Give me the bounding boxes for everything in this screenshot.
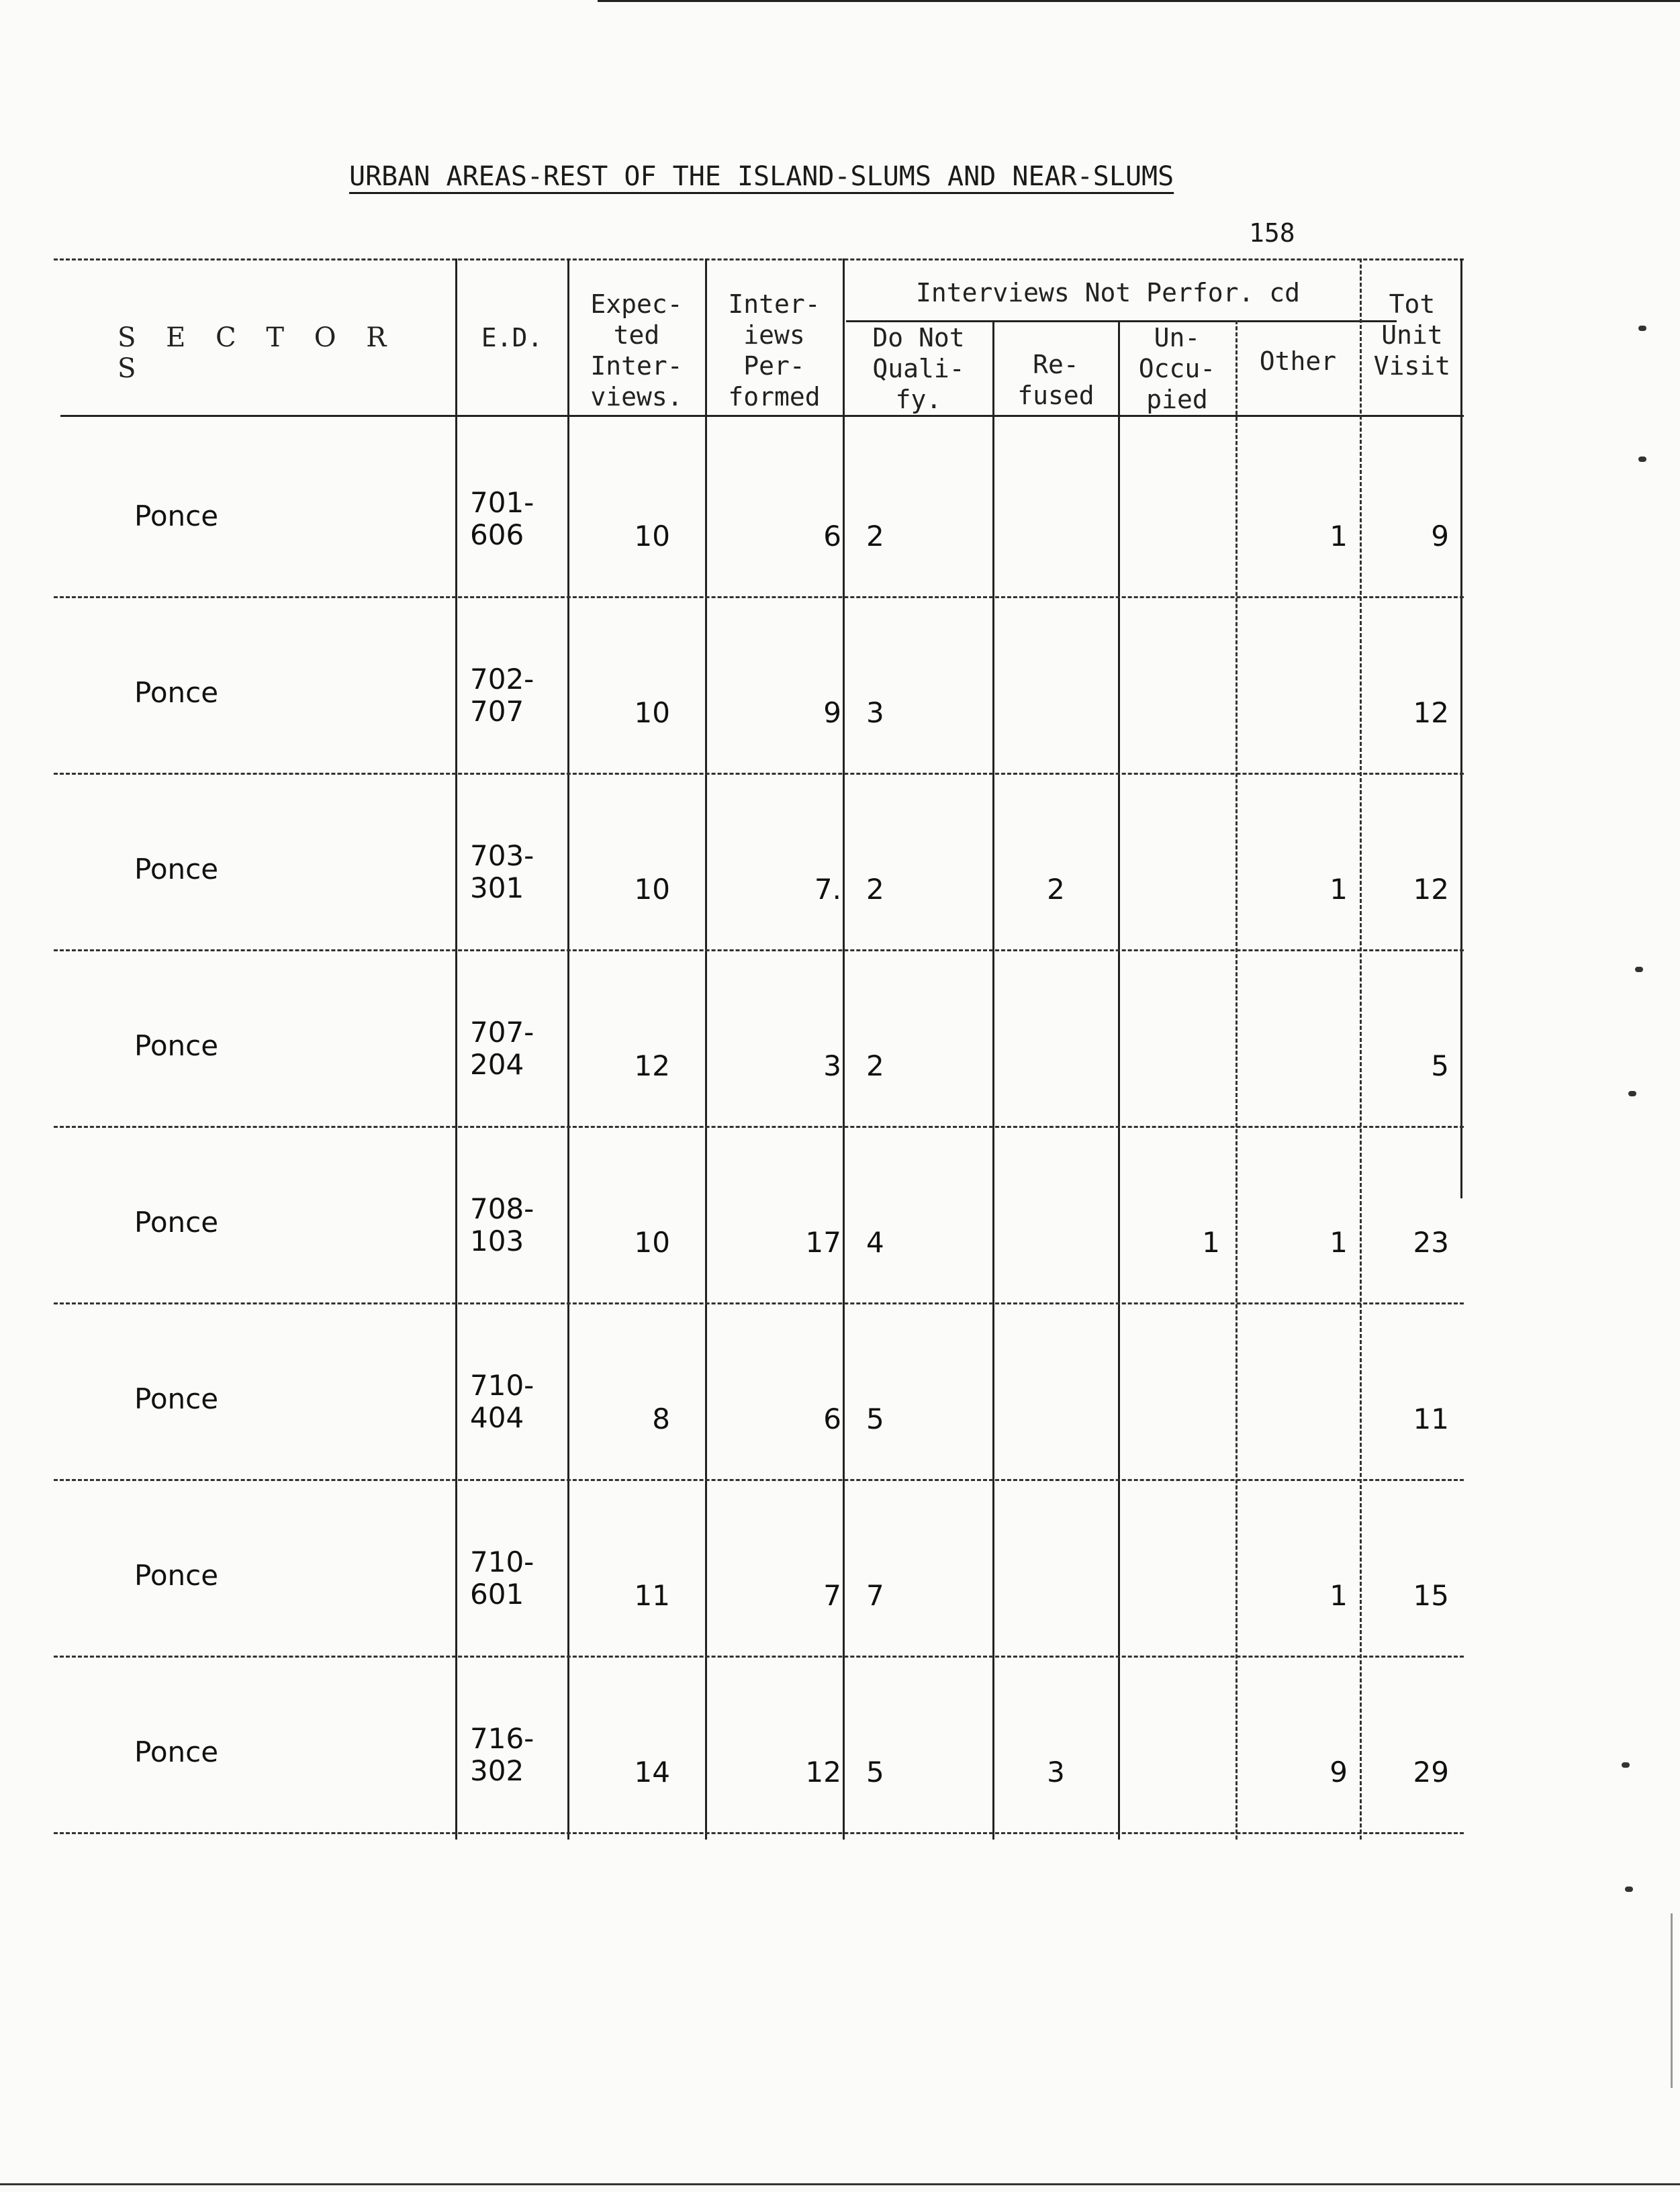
cell-ed: 708- 103 <box>470 1192 534 1257</box>
cell-expected: 10 <box>634 1226 670 1259</box>
page-number: 158 <box>1249 218 1295 248</box>
cell-performed: 6 <box>823 1402 841 1435</box>
header-total-units-visited: Tot Unit Visit <box>1373 289 1451 381</box>
cell-refused: 3 <box>1047 1756 1065 1789</box>
cell-performed: 12 <box>805 1756 841 1789</box>
row-separator <box>54 949 1464 951</box>
cell-expected: 12 <box>634 1049 670 1082</box>
header-expected-interviews: Expec- ted Inter- views. <box>590 289 683 412</box>
cell-expected: 10 <box>634 696 670 729</box>
scan-speck <box>1628 1091 1636 1096</box>
scan-margin-line <box>1671 1913 1673 2088</box>
cell-sector: Ponce <box>134 853 219 886</box>
col-divider-refused <box>992 320 994 1840</box>
row-separator <box>54 1832 1464 1834</box>
cell-sector: Ponce <box>134 676 219 709</box>
row-separator <box>54 596 1464 598</box>
cell-performed: 7. <box>814 873 841 906</box>
scan-speck <box>1635 967 1643 972</box>
cell-total: 11 <box>1413 1402 1449 1435</box>
cell-expected: 11 <box>634 1579 670 1612</box>
cell-other: 1 <box>1329 873 1348 906</box>
cell-sector: Ponce <box>134 1735 219 1768</box>
header-ed: E.D. <box>481 323 543 352</box>
cell-ed: 716- 302 <box>470 1722 534 1787</box>
scan-speck <box>1638 326 1646 331</box>
right-edge-line <box>1460 258 1462 1198</box>
header-other: Other <box>1259 346 1337 376</box>
scan-speck <box>1638 457 1646 462</box>
cell-other: 1 <box>1329 1226 1348 1259</box>
header-bottom-line <box>60 415 1464 417</box>
cell-ed: 707- 204 <box>470 1016 534 1081</box>
cell-performed: 9 <box>823 696 841 729</box>
cell-other: 1 <box>1329 1579 1348 1612</box>
row-separator <box>54 1656 1464 1658</box>
header-interviews-not-performed: Interviews Not Perfor. cd <box>916 278 1300 307</box>
col-divider-unoccupied <box>1118 320 1120 1840</box>
header-interviews-performed: Inter- iews Per- formed <box>728 289 821 412</box>
cell-ed: 710- 601 <box>470 1545 534 1611</box>
bottom-edge-line <box>0 2183 1680 2185</box>
page-title: URBAN AREAS-REST OF THE ISLAND-SLUMS AND NEAR-SLUMS <box>349 161 1174 192</box>
cell-sector: Ponce <box>134 1559 219 1592</box>
cell-sector: Ponce <box>134 499 219 532</box>
cell-sector: Ponce <box>134 1382 219 1415</box>
cell-sector: Ponce <box>134 1206 219 1239</box>
header-do-not-qualify: Do Not Quali- fy. <box>872 323 965 414</box>
cell-do-not-qualify: 5 <box>866 1402 884 1435</box>
cell-performed: 3 <box>823 1049 841 1082</box>
cell-performed: 6 <box>823 520 841 553</box>
cell-expected: 10 <box>634 520 670 553</box>
col-divider-ed <box>455 258 457 1840</box>
cell-expected: 8 <box>652 1402 670 1435</box>
col-divider-qualify <box>843 258 845 1840</box>
cell-refused: 2 <box>1047 873 1065 906</box>
cell-total: 23 <box>1413 1226 1449 1259</box>
cell-performed: 7 <box>823 1579 841 1612</box>
header-sectors: S E C T O R S <box>118 322 398 384</box>
scan-speck <box>1625 1887 1633 1892</box>
cell-other: 1 <box>1329 520 1348 553</box>
cell-do-not-qualify: 2 <box>866 1049 884 1082</box>
header-top-line <box>54 258 1464 260</box>
cell-total: 12 <box>1413 696 1449 729</box>
row-separator <box>54 1126 1464 1128</box>
cell-unoccupied: 1 <box>1202 1226 1220 1259</box>
row-separator <box>54 1479 1464 1481</box>
cell-do-not-qualify: 2 <box>866 873 884 906</box>
cell-expected: 14 <box>634 1756 670 1789</box>
header-unoccupied: Un- Occu- pied <box>1138 323 1216 414</box>
cell-other: 9 <box>1329 1756 1348 1789</box>
cell-ed: 703- 301 <box>470 839 534 904</box>
cell-do-not-qualify: 7 <box>866 1579 884 1612</box>
cell-ed: 702- 707 <box>470 663 534 728</box>
header-refused: Re- fused <box>1017 350 1094 410</box>
cell-do-not-qualify: 3 <box>866 696 884 729</box>
cell-total: 29 <box>1413 1756 1449 1789</box>
cell-total: 5 <box>1431 1049 1449 1082</box>
cell-do-not-qualify: 5 <box>866 1756 884 1789</box>
cell-performed: 17 <box>805 1226 841 1259</box>
cell-total: 15 <box>1413 1579 1449 1612</box>
cell-ed: 710- 404 <box>470 1369 534 1434</box>
cell-total: 9 <box>1431 520 1449 553</box>
cell-do-not-qualify: 2 <box>866 520 884 553</box>
row-separator <box>54 773 1464 775</box>
cell-ed: 701- 606 <box>470 486 534 551</box>
scan-speck <box>1622 1762 1630 1768</box>
cell-do-not-qualify: 4 <box>866 1226 884 1259</box>
top-edge-line <box>598 0 1680 2</box>
cell-expected: 10 <box>634 873 670 906</box>
row-separator <box>54 1302 1464 1304</box>
cell-total: 12 <box>1413 873 1449 906</box>
cell-sector: Ponce <box>134 1029 219 1062</box>
